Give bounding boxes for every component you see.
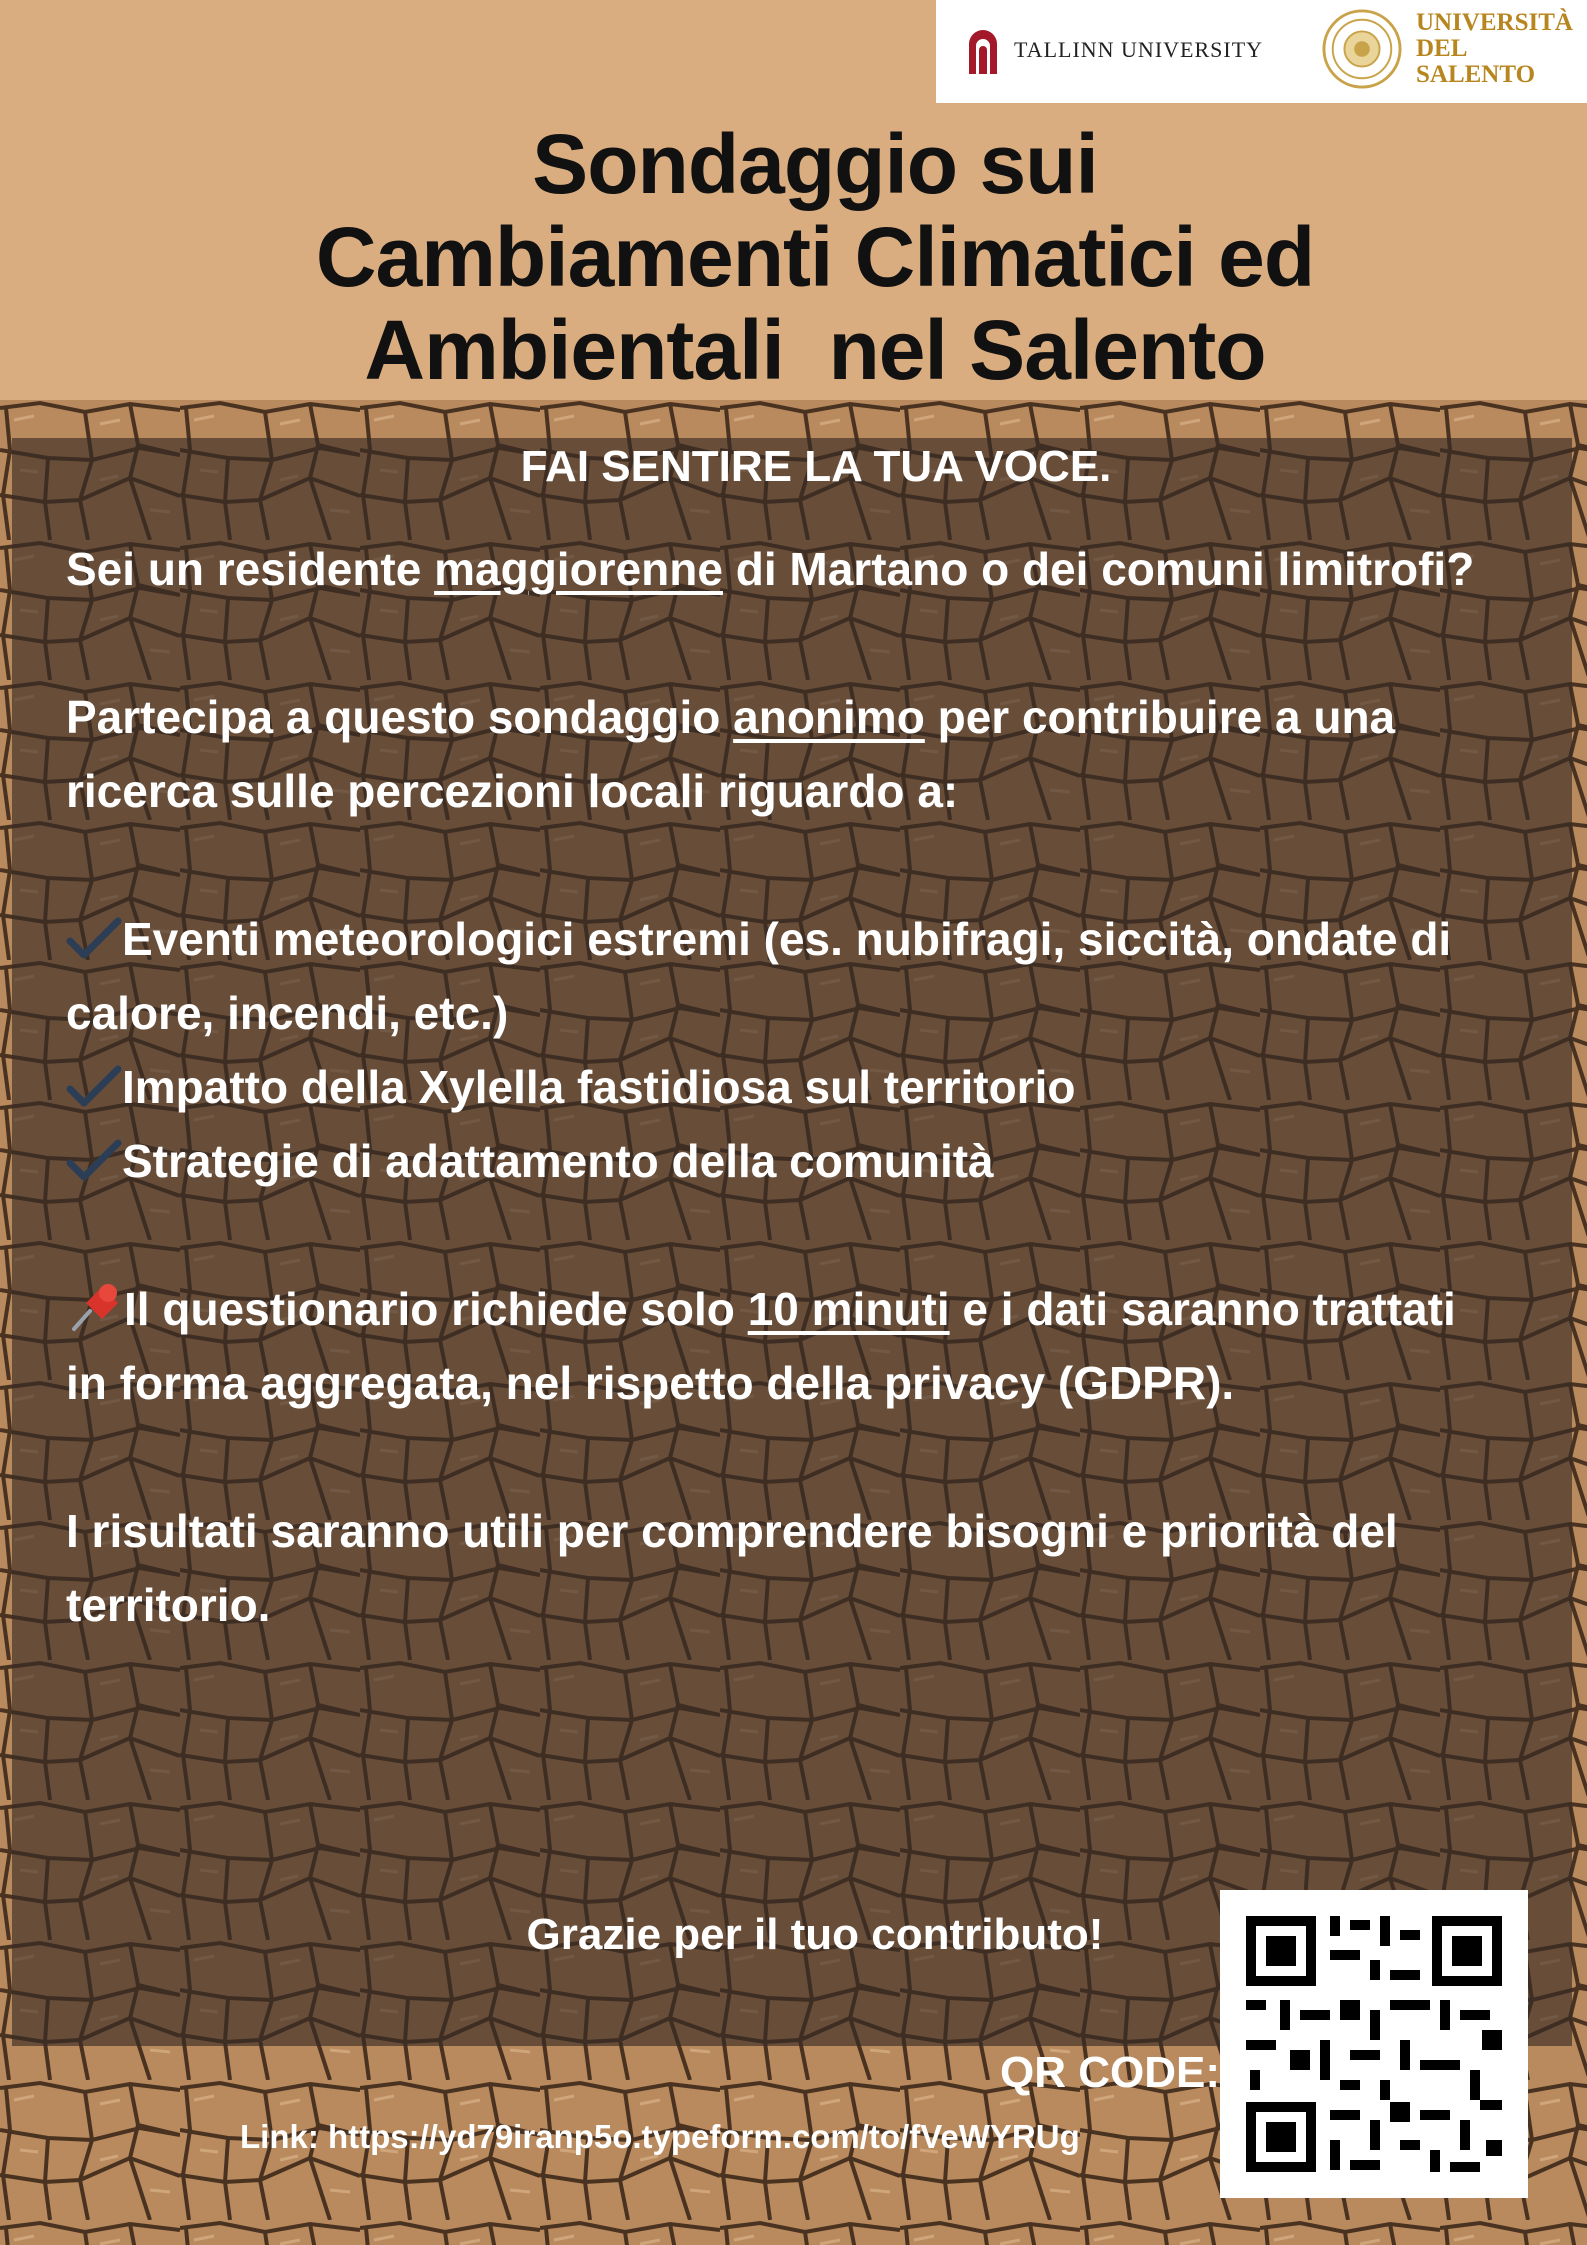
- survey-link[interactable]: Link: https://yd79iranp5o.typeform.com/to/fVeWYRUg: [240, 2118, 1080, 2155]
- checkmark-icon: [66, 1065, 122, 1109]
- checklist-item-text: Eventi meteorologici estremi (es. nubifragi, siccità, ondate di calore, incendi, etc.): [66, 913, 1452, 1039]
- header-band: [0, 0, 1587, 400]
- duration-privacy-paragraph: [66, 1272, 1506, 1420]
- participation-text-a: Partecipa a questo sondaggio: [66, 691, 734, 743]
- poster-body: [66, 438, 1506, 1642]
- topics-checklist: [66, 902, 1506, 1198]
- checklist-item: [66, 902, 1506, 1050]
- qr-code-pattern: [1220, 1890, 1528, 2198]
- checklist-item-text: Impatto della Xylella fastidiosa sul territorio: [122, 1061, 1076, 1113]
- eligibility-underlined: maggiorenne: [434, 543, 723, 595]
- eligibility-paragraph: [66, 532, 1506, 606]
- salento-name-line1: UNIVERSITÀ: [1415, 9, 1573, 36]
- pushpin-icon: [66, 1281, 124, 1333]
- checkmark-icon: [66, 917, 122, 961]
- poster-title: [0, 118, 1587, 397]
- tallinn-logo: [966, 24, 1263, 76]
- salento-seal-icon: [1322, 8, 1402, 90]
- duration-underlined: 10 minuti: [747, 1283, 950, 1335]
- logo-bar: [936, 0, 1587, 103]
- participation-text-b: per contribuire a una ricerca sulle percezioni locali riguardo a:: [66, 691, 1396, 817]
- duration-text-b: e i dati saranno trattati in forma aggregata, nel rispetto della privacy (GDPR).: [66, 1283, 1456, 1409]
- tallinn-arch-icon: [966, 24, 1000, 76]
- tallinn-university-name: TALLINN UNIVERSITY: [1014, 37, 1264, 62]
- salento-logo: [1322, 8, 1587, 90]
- duration-text-a: Il questionario richiede solo: [124, 1283, 748, 1335]
- participation-underlined: anonimo: [733, 691, 925, 743]
- checklist-item: [66, 1050, 1506, 1124]
- participation-paragraph: [66, 680, 1506, 828]
- title-line-2: Cambiamenti Climatici ed: [315, 210, 1315, 304]
- results-paragraph: I risultati saranno utili per comprendere bisogni e priorità del territorio.: [66, 1505, 1398, 1631]
- checklist-item-text: Strategie di adattamento della comunità: [122, 1135, 994, 1187]
- thank-you-text: Grazie per il tuo contributo!: [526, 1910, 1104, 1959]
- call-to-action-headline: FAI SENTIRE LA TUA VOCE.: [520, 442, 1112, 491]
- title-line-3: Ambientali nel Salento: [364, 303, 1266, 397]
- checklist-item: [66, 1124, 1506, 1198]
- qr-code[interactable]: [1220, 1890, 1528, 2198]
- eligibility-text-b: di Martano o dei comuni limitrofi?: [722, 543, 1475, 595]
- checkmark-icon: [66, 1139, 122, 1183]
- salento-name-line2: DEL SALENTO: [1415, 35, 1536, 88]
- title-line-1: Sondaggio sui: [532, 117, 1098, 211]
- eligibility-text-a: Sei un residente: [66, 543, 435, 595]
- qr-code-label: QR CODE:: [1000, 2048, 1220, 2097]
